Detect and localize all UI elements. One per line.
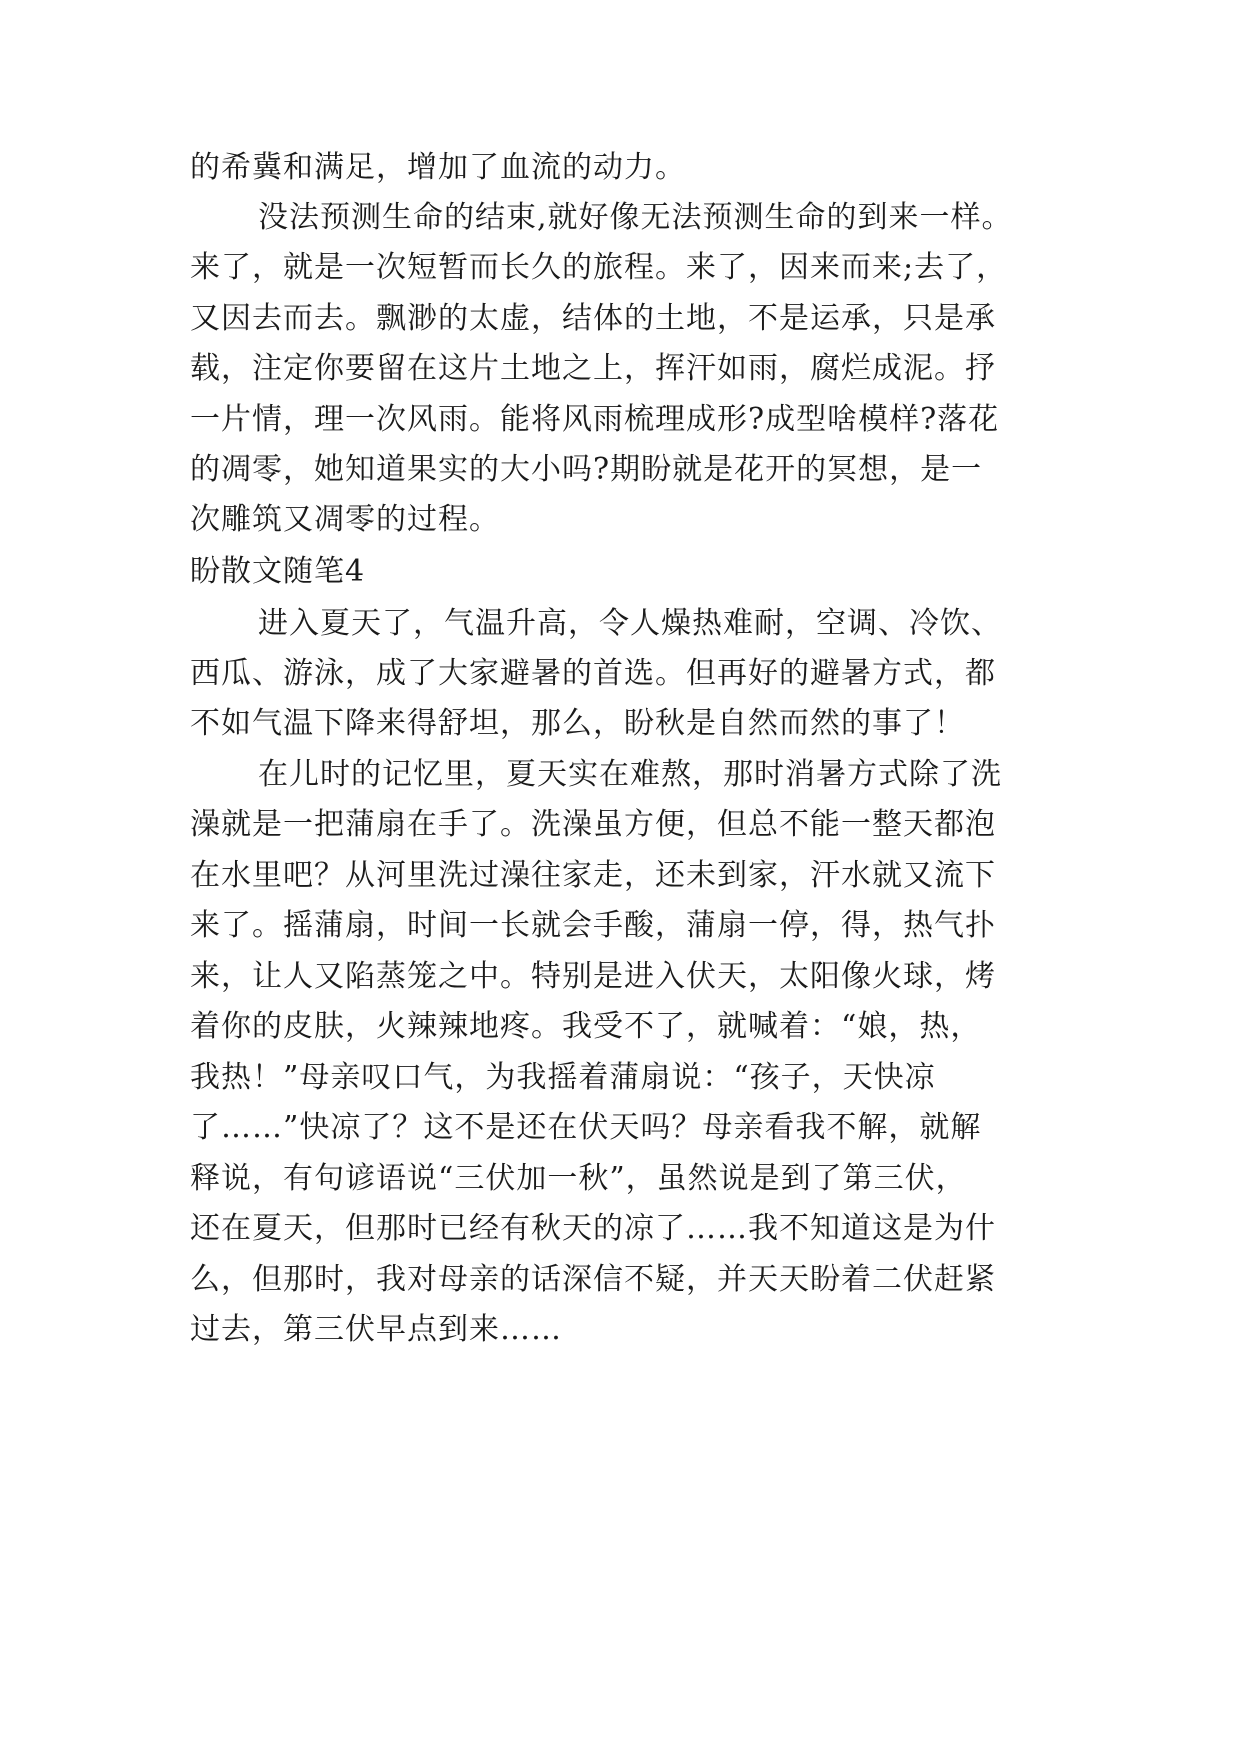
paragraph-first-line: 进入夏天了，气温升高，令人燥热难耐，空调、冷饮、 — [258, 606, 1002, 641]
text-line: 了……”快凉了？这不是还在伏天吗？母亲看我不解，就解 — [190, 1110, 982, 1145]
text-line: 释说，有句谚语说“三伏加一秋”，虽然说是到了第三伏， — [190, 1161, 967, 1196]
text-line: 来了，就是一次短暂而长久的旅程。来了，因来而来;去了， — [190, 250, 1008, 285]
text-line: 着你的皮肤，火辣辣地疼。我受不了，就喊着：“娘，热， — [190, 1009, 982, 1044]
section-heading: 盼散文随笔4 — [190, 554, 366, 589]
text-line: 的凋零，她知道果实的大小吗?期盼就是花开的冥想，是一 — [190, 452, 983, 487]
text-line: 在水里吧？从河里洗过澡往家走，还未到家，汗水就又流下 — [190, 858, 996, 893]
text-line: 来，让人又陷蒸笼之中。特别是进入伏天，太阳像火球，烤 — [190, 959, 996, 994]
text-line: 过去，第三伏早点到来…… — [190, 1312, 562, 1347]
text-line: 西瓜、游泳，成了大家避暑的首选。但再好的避暑方式，都 — [190, 656, 996, 691]
text-line: 一片情，理一次风雨。能将风雨梳理成形?成型啥模样?落花 — [190, 402, 1000, 437]
text-line: 次雕筑又凋零的过程。 — [190, 502, 500, 537]
text-line: 的希冀和满足，增加了血流的动力。 — [190, 150, 686, 185]
paragraph-first-line: 在儿时的记忆里，夏天实在难熬，那时消暑方式除了洗 — [258, 757, 1002, 792]
text-line: 么，但那时，我对母亲的话深信不疑，并天天盼着二伏赶紧 — [190, 1262, 996, 1297]
text-line: 载，注定你要留在这片土地之上，挥汗如雨，腐烂成泥。抒 — [190, 351, 996, 386]
text-line: 我热！”母亲叹口气，为我摇着蒲扇说：“孩子，天快凉 — [190, 1060, 936, 1095]
paragraph-first-line: 没法预测生命的结束,就好像无法预测生命的到来一样。 — [258, 200, 1013, 235]
text-line: 又因去而去。飘渺的太虚，结体的土地，不是运承，只是承 — [190, 301, 996, 336]
text-line: 不如气温下降来得舒坦，那么，盼秋是自然而然的事了！ — [190, 706, 965, 741]
text-line: 来了。摇蒲扇，时间一长就会手酸，蒲扇一停，得，热气扑 — [190, 908, 996, 943]
text-line: 还在夏天，但那时已经有秋天的凉了……我不知道这是为什 — [190, 1211, 996, 1246]
text-line: 澡就是一把蒲扇在手了。洗澡虽方便，但总不能一整天都泡 — [190, 807, 996, 842]
